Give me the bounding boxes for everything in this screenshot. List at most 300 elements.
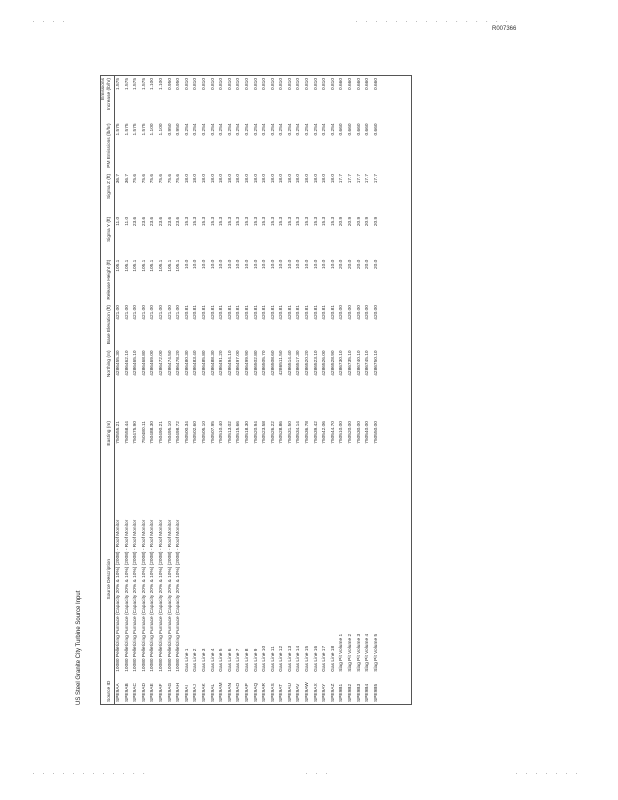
scan-artifact-top-right: . . . . . . . . . . . . . . . . xyxy=(355,18,511,24)
cell-northing: 4286505.70 xyxy=(262,350,268,376)
cell-description: Gas Line 14 xyxy=(296,645,302,672)
cell-sigma-y: 11.0 xyxy=(116,216,121,226)
cell-increase: 0.810 xyxy=(210,78,216,91)
table-row xyxy=(218,76,227,704)
table-row xyxy=(115,76,124,704)
cell-emissions: 0.660 xyxy=(339,123,345,136)
cell-release-height: 105.1 xyxy=(133,259,139,272)
cell-sigma-z: 75.6 xyxy=(176,173,182,184)
cell-emissions: 1.575 xyxy=(124,123,130,136)
cell-emissions: 0.254 xyxy=(330,123,336,136)
cell-release-height: 10.0 xyxy=(262,259,268,269)
cell-sigma-y: 15.3 xyxy=(313,216,319,227)
cell-sigma-y: 23.6 xyxy=(133,216,139,227)
cell-source-id: SPE9AV xyxy=(296,683,302,702)
cell-sigma-y: 23.6 xyxy=(176,216,182,227)
cell-emissions: 0.254 xyxy=(313,123,319,136)
cell-elevation: 420.81 xyxy=(210,305,216,320)
cell-release-height: 20.0 xyxy=(339,259,345,269)
cell-elevation: 420.81 xyxy=(270,305,276,320)
cell-description: 10080 Pelletizing Furnace (Capacity 20% & 10%) (2008) - Roof Monitor xyxy=(116,519,121,672)
cell-sigma-y: 23.6 xyxy=(141,216,147,227)
cell-sigma-z: 18.0 xyxy=(210,173,216,184)
cell-sigma-z: 75.6 xyxy=(150,173,156,184)
cell-elevation: 420.81 xyxy=(262,305,268,320)
cell-emissions: 0.660 xyxy=(356,123,362,136)
cell-release-height: 105.1 xyxy=(150,259,156,272)
cell-northing: 4286528.90 xyxy=(330,350,336,376)
cell-emissions: 1.575 xyxy=(141,123,147,136)
cell-elevation: 421.00 xyxy=(124,305,130,320)
cell-sigma-z: 75.6 xyxy=(158,173,164,184)
cell-northing: 4286488.30 xyxy=(210,350,216,376)
cell-increase: 1.575 xyxy=(141,78,147,91)
table-row xyxy=(253,76,262,704)
cell-easting: 750515.66 xyxy=(236,421,242,444)
cell-description: Gas Line 11 xyxy=(270,646,276,672)
cell-easting: 750518.30 xyxy=(244,421,250,444)
table-row xyxy=(158,76,167,704)
table-header-row xyxy=(101,76,115,704)
cell-description: Gas Line 6 xyxy=(227,648,233,672)
cell-description: Gas Line 8 xyxy=(244,648,250,672)
table-row xyxy=(235,76,244,704)
cell-easting: 750488.30 xyxy=(150,421,156,444)
cell-easting: 750528.86 xyxy=(279,421,285,444)
header-emissions: PM Emissions (lb/hr) xyxy=(101,121,115,171)
cell-northing: 4286514.40 xyxy=(287,350,293,376)
table-row xyxy=(227,76,236,704)
cell-increase: 0.810 xyxy=(253,78,259,91)
cell-easting: 750523.58 xyxy=(262,421,268,444)
table-row xyxy=(356,76,365,704)
cell-source-id: SPE9AR xyxy=(262,683,268,702)
cell-elevation: 420.81 xyxy=(279,305,285,320)
cell-increase: 0.810 xyxy=(184,78,190,91)
cell-sigma-z: 75.6 xyxy=(141,173,147,184)
cell-description: Gas Line 17 xyxy=(322,645,328,672)
cell-source-id: SPE9B3 xyxy=(356,683,362,702)
cell-description: Gas Line 13 xyxy=(287,645,293,672)
cell-source-id: SPE9AA xyxy=(116,683,121,702)
cell-description: 10080 Pelletizing Furnace (Capacity 20% & 10%) (2008) - Roof Monitor xyxy=(150,519,156,672)
cell-description: Gas Line 10 xyxy=(262,645,268,672)
cell-sigma-y: 20.9 xyxy=(356,216,362,227)
table-row xyxy=(338,76,347,704)
cell-easting: 750544.70 xyxy=(330,421,336,444)
cell-elevation: 420.81 xyxy=(287,305,293,320)
header-northing: Northing (m) xyxy=(101,348,115,419)
table-row xyxy=(124,76,133,704)
cell-sigma-y: 15.3 xyxy=(322,216,328,227)
cell-sigma-y: 15.3 xyxy=(253,216,259,227)
cell-sigma-y: 15.3 xyxy=(227,216,233,227)
cell-elevation: 420.81 xyxy=(193,305,199,320)
cell-release-height: 10.0 xyxy=(305,259,311,269)
cell-northing: 4286730.10 xyxy=(339,350,345,376)
cell-emissions: 0.254 xyxy=(227,123,233,136)
cell-increase: 0.810 xyxy=(270,78,276,91)
cell-sigma-y: 15.3 xyxy=(201,216,207,227)
cell-source-id: SPE9AO xyxy=(236,682,242,702)
cell-emissions: 0.254 xyxy=(244,123,250,136)
cell-description: Slag Pit Volume 2 xyxy=(348,633,354,672)
cell-increase: 0.950 xyxy=(167,78,173,91)
cell-increase: 0.810 xyxy=(201,78,207,91)
cell-elevation: 420.00 xyxy=(373,305,379,320)
cell-description: 10080 Pelletizing Furnace (Capacity 20% & 10%) (2008) - Roof Monitor xyxy=(141,519,147,672)
cell-source-id: SPE9AH xyxy=(176,683,182,702)
cell-northing: 4286462.10 xyxy=(124,350,130,376)
cell-emissions: 1.100 xyxy=(150,123,156,136)
cell-sigma-z: 18.0 xyxy=(236,173,242,184)
cell-easting: 750550.00 xyxy=(373,421,379,444)
table-row xyxy=(167,76,176,704)
cell-sigma-z: 18.0 xyxy=(193,173,199,184)
cell-emissions: 0.254 xyxy=(201,123,207,136)
cell-source-id: SPE9AS xyxy=(270,683,276,702)
cell-sigma-z: 18.0 xyxy=(279,173,285,184)
cell-source-id: SPE9B1 xyxy=(339,683,345,702)
cell-increase: 1.575 xyxy=(116,78,121,91)
cell-emissions: 0.254 xyxy=(279,123,285,136)
cell-description: Gas Line 5 xyxy=(219,648,225,672)
cell-release-height: 10.0 xyxy=(184,259,190,269)
header-sigma-z: Sigma Z (ft) xyxy=(101,172,115,215)
cell-source-id: SPE9AD xyxy=(141,683,147,702)
cell-elevation: 420.81 xyxy=(305,305,311,320)
cell-easting: 750534.14 xyxy=(296,421,302,444)
cell-northing: 4286499.90 xyxy=(244,350,250,376)
cell-increase: 0.950 xyxy=(176,78,182,91)
table-row xyxy=(184,76,193,704)
cell-easting: 750495.10 xyxy=(167,421,173,444)
cell-northing: 4286750.10 xyxy=(373,350,379,376)
table-row xyxy=(175,76,184,704)
scan-artifact-bottom-right: . . . . . . . xyxy=(515,770,581,776)
cell-sigma-y: 15.3 xyxy=(296,216,302,227)
cell-northing: 4286472.00 xyxy=(158,350,164,376)
table-row xyxy=(287,76,296,704)
cell-elevation: 420.81 xyxy=(296,305,302,320)
cell-northing: 4286502.80 xyxy=(253,350,259,376)
cell-easting: 750505.10 xyxy=(201,421,207,444)
cell-elevation: 421.00 xyxy=(176,305,182,320)
cell-elevation: 420.81 xyxy=(253,305,259,320)
cell-release-height: 105.1 xyxy=(176,259,182,272)
cell-emissions: 0.660 xyxy=(373,123,379,136)
cell-northing: 4286468.80 xyxy=(141,350,147,376)
cell-increase: 0.810 xyxy=(262,78,268,91)
cell-elevation: 421.00 xyxy=(116,305,121,320)
cell-release-height: 20.0 xyxy=(356,259,362,269)
cell-emissions: 0.254 xyxy=(287,123,293,136)
cell-increase: 0.810 xyxy=(322,78,328,91)
cell-description: 10080 Pelletizing Furnace (Capacity 20% & 10%) (2008) - Roof Monitor xyxy=(124,519,130,672)
cell-description: Slag Pit Volume 5 xyxy=(373,633,379,672)
cell-description: Gas Line 2 xyxy=(193,648,199,672)
cell-sigma-z: 18.0 xyxy=(262,173,268,184)
cell-easting: 750539.42 xyxy=(313,421,319,444)
cell-easting: 750555.21 xyxy=(116,421,121,444)
cell-elevation: 420.00 xyxy=(356,305,362,320)
cell-elevation: 420.81 xyxy=(227,305,233,320)
cell-easting: 750531.50 xyxy=(287,421,293,444)
cell-easting: 750536.78 xyxy=(305,421,311,444)
cell-source-id: SPE9AC xyxy=(133,683,139,702)
cell-release-height: 10.0 xyxy=(296,259,302,269)
cell-sigma-z: 18.0 xyxy=(305,173,311,184)
cell-easting: 750510.40 xyxy=(219,421,225,444)
header-easting: Easting (m) xyxy=(101,419,115,485)
cell-emissions: 1.100 xyxy=(158,123,164,136)
cell-emissions: 0.254 xyxy=(210,123,216,136)
cell-sigma-z: 18.0 xyxy=(184,173,190,184)
cell-release-height: 10.0 xyxy=(313,259,319,269)
table-row xyxy=(270,76,279,704)
cell-source-id: SPE9AZ xyxy=(330,683,336,702)
cell-increase: 0.810 xyxy=(330,78,336,91)
table-row xyxy=(364,76,373,704)
cell-increase: 0.810 xyxy=(305,78,311,91)
header-sigma-y: Sigma Y (ft) xyxy=(101,215,115,258)
cell-emissions: 0.254 xyxy=(296,123,302,136)
table-row xyxy=(141,76,150,704)
cell-elevation: 421.00 xyxy=(167,305,173,320)
cell-northing: 4286497.00 xyxy=(236,350,242,376)
cell-release-height: 20.0 xyxy=(365,259,371,269)
cell-increase: 0.810 xyxy=(296,78,302,91)
cell-increase: 0.660 xyxy=(348,78,354,91)
cell-sigma-y: 15.3 xyxy=(193,216,199,227)
cell-description: 10080 Pelletizing Furnace (Capacity 20% & 10%) (2008) - Roof Monitor xyxy=(133,519,139,672)
cell-source-id: SPE9AE xyxy=(150,683,156,702)
cell-easting: 750520.94 xyxy=(253,421,259,444)
cell-easting: 750480.11 xyxy=(141,421,147,444)
cell-elevation: 420.00 xyxy=(339,305,345,320)
cell-sigma-y: 23.6 xyxy=(158,216,164,227)
cell-easting: 750542.06 xyxy=(322,421,328,444)
cell-elevation: 420.81 xyxy=(322,305,328,320)
cell-increase: 1.100 xyxy=(158,78,164,91)
table-row xyxy=(261,76,270,704)
cell-release-height: 10.0 xyxy=(287,259,293,269)
table-row xyxy=(295,76,304,704)
cell-description: 10080 Pelletizing Furnace (Capacity 20% & 10%) (2008) - Roof Monitor xyxy=(167,519,173,672)
cell-northing: 4286494.10 xyxy=(227,350,233,376)
cell-sigma-z: 18.0 xyxy=(253,173,259,184)
cell-description: Gas Line 15 xyxy=(305,645,311,672)
cell-emissions: 0.254 xyxy=(270,123,276,136)
cell-release-height: 10.0 xyxy=(253,259,259,269)
cell-easting: 750558.44 xyxy=(124,421,130,444)
cell-increase: 0.810 xyxy=(287,78,293,91)
cell-emissions: 0.950 xyxy=(167,123,173,136)
document-title: US Steel Granite City Turbine Source Input xyxy=(76,590,82,705)
cell-elevation: 420.81 xyxy=(313,305,319,320)
table-row xyxy=(278,76,287,704)
cell-sigma-y: 20.9 xyxy=(348,216,354,227)
cell-sigma-z: 75.6 xyxy=(133,173,139,184)
cell-northing: 4286523.10 xyxy=(313,350,319,376)
cell-source-id: SPE9AW xyxy=(305,682,311,702)
cell-increase: 0.810 xyxy=(193,78,199,91)
cell-release-height: 10.0 xyxy=(193,259,199,269)
cell-emissions: 0.660 xyxy=(365,123,371,136)
cell-elevation: 420.81 xyxy=(184,305,190,320)
cell-increase: 1.100 xyxy=(150,78,156,91)
cell-easting: 750520.00 xyxy=(348,421,354,444)
cell-northing: 4286483.40 xyxy=(193,350,199,376)
cell-source-id: SPE9AK xyxy=(201,683,207,702)
cell-release-height: 10.0 xyxy=(210,259,216,269)
cell-easting: 750490.21 xyxy=(158,421,164,444)
header-increase: Emissions Increase (lb/hr) xyxy=(101,76,115,121)
cell-description: Slag Pit Volume 3 xyxy=(356,633,362,672)
cell-description: Slag Pit Volume 4 xyxy=(365,633,371,672)
cell-sigma-y: 23.6 xyxy=(150,216,156,227)
cell-easting: 750475.90 xyxy=(133,421,139,444)
cell-sigma-y: 15.3 xyxy=(305,216,311,227)
cell-increase: 0.660 xyxy=(365,78,371,91)
cell-release-height: 20.0 xyxy=(373,259,379,269)
cell-sigma-z: 18.0 xyxy=(322,173,328,184)
table-row xyxy=(244,76,253,704)
cell-source-id: SPE9AF xyxy=(158,683,164,702)
cell-source-id: SPE9AY xyxy=(322,683,328,702)
cell-release-height: 10.0 xyxy=(279,259,285,269)
cell-description: 10080 Pelletizing Furnace (Capacity 20% & 10%) (2008) - Roof Monitor xyxy=(158,519,164,672)
cell-sigma-z: 18.0 xyxy=(219,173,225,184)
cell-description: Gas Line 4 xyxy=(210,648,216,672)
cell-easting: 750530.00 xyxy=(356,421,362,444)
cell-description: Gas Line 7 xyxy=(236,648,242,672)
cell-sigma-z: 18.0 xyxy=(201,173,207,184)
cell-northing: 4286511.50 xyxy=(279,350,285,376)
cell-increase: 0.810 xyxy=(279,78,285,91)
cell-increase: 1.575 xyxy=(133,78,139,91)
cell-northing: 4286517.30 xyxy=(296,350,302,376)
table-row xyxy=(321,76,330,704)
table-row xyxy=(373,76,382,704)
cell-release-height: 10.0 xyxy=(227,259,233,269)
cell-elevation: 421.00 xyxy=(150,305,156,320)
cell-northing: 4286478.20 xyxy=(176,350,182,376)
cell-sigma-z: 18.0 xyxy=(287,173,293,184)
cell-northing: 4286485.80 xyxy=(201,350,207,376)
cell-release-height: 20.0 xyxy=(348,259,354,269)
cell-sigma-y: 15.3 xyxy=(270,216,276,227)
cell-source-id: SPE9AN xyxy=(227,683,233,702)
cell-description: Slag Pit Volume 1 xyxy=(339,633,345,672)
cell-sigma-z: 18.0 xyxy=(296,173,302,184)
cell-northing: 4286745.10 xyxy=(365,350,371,376)
cell-release-height: 105.1 xyxy=(158,259,164,272)
cell-source-id: SPE9AT xyxy=(279,683,285,702)
header-release-height: Release Height (ft) xyxy=(101,258,115,303)
cell-source-id: SPE9AI xyxy=(184,685,190,702)
table-row xyxy=(192,76,201,704)
cell-release-height: 105.1 xyxy=(141,259,147,272)
cell-elevation: 420.81 xyxy=(236,305,242,320)
cell-sigma-y: 15.3 xyxy=(184,216,190,227)
cell-release-height: 105.1 xyxy=(116,259,121,272)
cell-sigma-y: 15.3 xyxy=(287,216,293,227)
cell-description: Gas Line 1 xyxy=(184,648,190,672)
cell-emissions: 0.254 xyxy=(193,123,199,136)
table-row xyxy=(347,76,356,704)
cell-release-height: 10.0 xyxy=(330,259,336,269)
cell-elevation: 421.00 xyxy=(158,305,164,320)
cell-source-id: SPE9AL xyxy=(210,683,216,702)
cell-easting: 750513.02 xyxy=(227,421,233,444)
table-row xyxy=(304,76,313,704)
cell-northing: 4286469.00 xyxy=(150,350,156,376)
scan-artifact-bottom-mid: . . . xyxy=(305,770,331,776)
cell-source-id: SPE9B5 xyxy=(373,683,379,702)
cell-sigma-z: 18.0 xyxy=(244,173,250,184)
cell-elevation: 420.81 xyxy=(201,305,207,320)
cell-source-id: SPE9AJ xyxy=(193,684,199,702)
table-row xyxy=(313,76,322,704)
cell-northing: 4286465.10 xyxy=(133,350,139,376)
cell-sigma-z: 36.7 xyxy=(124,173,130,184)
table-row xyxy=(132,76,141,704)
cell-emissions: 0.254 xyxy=(184,123,190,136)
cell-release-height: 10.0 xyxy=(270,259,276,269)
scan-artifact-bottom-left: . . . . . . . . . . . . xyxy=(32,770,148,776)
cell-emissions: 0.254 xyxy=(262,123,268,136)
cell-sigma-y: 15.3 xyxy=(236,216,242,227)
cell-increase: 0.810 xyxy=(219,78,225,91)
cell-sigma-z: 18.0 xyxy=(270,173,276,184)
cell-easting: 750500.34 xyxy=(184,421,190,444)
cell-description: 10080 Pelletizing Furnace (Capacity 20% & 10%) (2008) - Roof Monitor xyxy=(176,519,182,672)
header-description: Source Description xyxy=(101,485,115,674)
cell-northing: 4286491.20 xyxy=(219,350,225,376)
cell-emissions: 1.575 xyxy=(116,123,121,136)
cell-sigma-z: 36.7 xyxy=(116,173,121,184)
cell-sigma-y: 15.3 xyxy=(210,216,216,227)
cell-easting: 750507.95 xyxy=(210,421,216,444)
cell-increase: 1.575 xyxy=(124,78,130,91)
cell-emissions: 0.254 xyxy=(305,123,311,136)
cell-source-id: SPE9AU xyxy=(287,683,293,702)
table-row xyxy=(330,76,339,704)
cell-elevation: 421.00 xyxy=(133,305,139,320)
cell-emissions: 0.254 xyxy=(253,123,259,136)
cell-increase: 0.810 xyxy=(236,78,242,91)
cell-sigma-z: 18.0 xyxy=(227,173,233,184)
cell-sigma-y: 23.6 xyxy=(167,216,173,227)
cell-northing: 4286480.30 xyxy=(184,350,190,376)
cell-easting: 750498.72 xyxy=(176,421,182,444)
cell-elevation: 420.00 xyxy=(365,305,371,320)
cell-emissions: 0.660 xyxy=(348,123,354,136)
cell-emissions: 1.575 xyxy=(133,123,139,136)
cell-sigma-z: 17.7 xyxy=(356,173,362,184)
cell-release-height: 10.0 xyxy=(236,259,242,269)
cell-northing: 4286520.20 xyxy=(305,350,311,376)
source-input-table-frame xyxy=(100,75,412,705)
cell-easting: 750502.60 xyxy=(193,421,199,444)
cell-sigma-z: 17.7 xyxy=(365,173,371,184)
cell-elevation: 420.81 xyxy=(330,305,336,320)
cell-elevation: 420.81 xyxy=(219,305,225,320)
cell-source-id: SPE9AM xyxy=(219,682,225,702)
cell-increase: 0.810 xyxy=(313,78,319,91)
cell-release-height: 10.0 xyxy=(322,259,328,269)
